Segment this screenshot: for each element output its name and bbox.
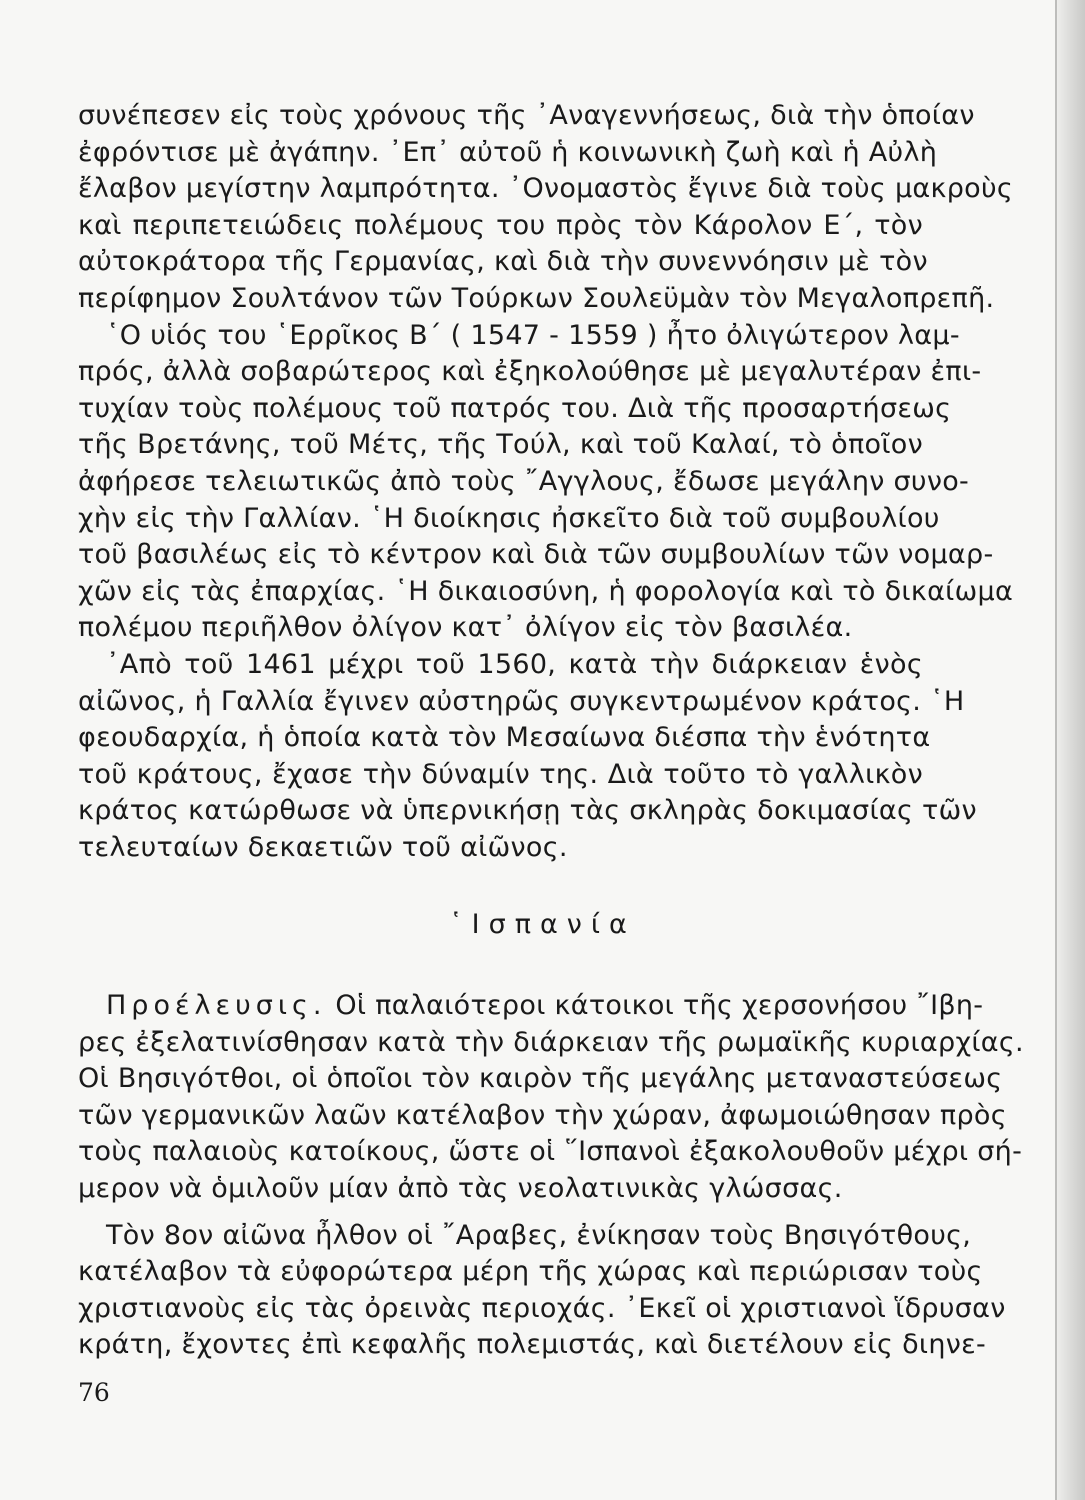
- text-line-rest: Οἱ παλαιότεροι κάτοικοι τῆς χερσονήσου ῎Ιβη-: [335, 990, 984, 1021]
- text-line: φεουδαρχία, ἡ ὁποία κατὰ τὸν Μεσαίωνα διέσπα τὴν ἑνότητα: [78, 722, 931, 754]
- text-line: αἰῶνος, ἡ Γαλλία ἔγινεν αὐστηρῶς συγκεντρωμένον κράτος. ῾Η: [78, 685, 965, 717]
- text-line: κατέλαβον τὰ εὐφορώτερα μέρη τῆς χώρας καὶ περιώρισαν τοὺς: [78, 1256, 983, 1288]
- text-line: Τὸν 8ον αἰῶνα ἦλθον οἱ ῎Αραβες, ἐνίκησαν τοὺς Βησιγότθους,: [106, 1219, 972, 1251]
- text-line: περίφημον Σουλτάνον τῶν Τούρκων Σουλεϋμὰν τὸν Μεγαλοπρεπῆ.: [78, 282, 995, 314]
- text-line: ἀφήρεσε τελειωτικῶς ἀπὸ τοὺς ῎Αγγλους, ἔδωσε μεγάλην συνο-: [78, 465, 970, 497]
- text-line: ἔλαβον μεγίστην λαμπρότητα. ᾿Ονομαστὸς ἔγινε διὰ τοὺς μακροὺς: [78, 173, 1014, 205]
- text-line: τοὺς παλαιοὺς κατοίκους, ὥστε οἱ ῞Ισπανοὶ ἐξακολουθοῦν μέχρι σή-: [78, 1136, 1023, 1168]
- text-line: ῾Ο υἱός του ῾Ερρῖκος Β΄ ( 1547 - 1559 ) ἦτο ὀλιγώτερον λαμ-: [106, 319, 960, 351]
- text-line: χῶν εἰς τὰς ἐπαρχίας. ῾Η δικαιοσύνη, ἡ φορολογία καὶ τὸ δικαίωμα: [78, 575, 1014, 607]
- text-line: αὐτοκράτορα τῆς Γερμανίας, καὶ διὰ τὴν συνεννόησιν μὲ τὸν: [78, 246, 928, 278]
- section-heading-spain: ῾Ισπανία: [449, 909, 636, 940]
- section-spain-text: [78, 988, 1024, 1364]
- text-line: κράτη, ἔχοντες ἐπὶ κεφαλῆς πολεμιστάς, καὶ διετέλουν εἰς διηνε-: [78, 1329, 987, 1361]
- text-line: κράτος κατώρθωσε νὰ ὑπερνικήσῃ τὰς σκληρὰς δοκιμασίας τῶν: [78, 795, 977, 827]
- text-line: τῆς Βρετάνης, τοῦ Μέτς, τῆς Τούλ, καὶ τοῦ Καλαί, τὸ ὁποῖον: [78, 429, 923, 461]
- page-edge-line: [1055, 0, 1057, 1500]
- text-line: ρες ἐξελατινίσθησαν κατὰ τὴν διάρκειαν τῆς ρωμαϊκῆς κυριαρχίας.: [78, 1026, 1024, 1058]
- section-france-text: [78, 98, 1014, 866]
- text-line: καὶ περιπετειώδεις πολέμους του πρὸς τὸν Κάρολον Ε΄, τὸν: [78, 209, 923, 241]
- text-line: τοῦ κράτους, ἔχασε τὴν δύναμίν της. Διὰ τοῦτο τὸ γαλλικὸν: [78, 758, 923, 790]
- page-edge-shadow: [1055, 0, 1085, 1500]
- text-line: ἐφρόντισε μὲ ἀγάπην. ᾿Επ᾿ αὐτοῦ ἡ κοινωνικὴ ζωὴ καὶ ἡ Αὐλὴ: [78, 136, 938, 168]
- text-line: πρός, ἀλλὰ σοβαρώτερος καὶ ἐξηκολούθησε μὲ μεγαλυτέραν ἐπι-: [78, 356, 982, 388]
- text-line: [78, 988, 984, 1025]
- text-line: συνέπεσεν εἰς τοὺς χρόνους τῆς ᾿Αναγεννήσεως, διὰ τὴν ὁποίαν: [78, 100, 975, 131]
- text-line: τυχίαν τοὺς πολέμους τοῦ πατρός του. Διὰ τῆς προσαρτήσεως: [78, 392, 952, 424]
- page-number: 76: [78, 1378, 110, 1407]
- text-line: τῶν γερμανικῶν λαῶν κατέλαβον τὴν χώραν, ἀφωμοιώθησαν πρὸς: [78, 1099, 1007, 1131]
- text-line: Οἱ Βησιγότθοι, οἱ ὁποῖοι τὸν καιρὸν τῆς μεγάλης μεταναστεύσεως: [78, 1063, 1003, 1095]
- text-line: τελευταίων δεκαετιῶν τοῦ αἰῶνος.: [78, 831, 568, 863]
- lead-word: Προέλευσις.: [106, 990, 327, 1021]
- text-line: ᾿Απὸ τοῦ 1461 μέχρι τοῦ 1560, κατὰ τὴν διάρκειαν ἑνὸς: [106, 648, 923, 680]
- text-line: πολέμου περιῆλθον ὀλίγον κατ᾿ ὀλίγον εἰς τὸν βασιλέα.: [78, 612, 853, 644]
- text-line: χὴν εἰς τὴν Γαλλίαν. ῾Η διοίκησις ἠσκεῖτο διὰ τοῦ συμβουλίου: [78, 502, 940, 534]
- text-line: μερον νὰ ὁμιλοῦν μίαν ἀπὸ τὰς νεολατινικὰς γλώσσας.: [78, 1172, 843, 1204]
- text-line: χριστιανοὺς εἰς τὰς ὀρεινὰς περιοχάς. ᾿Εκεῖ οἱ χριστιανοὶ ἵδρυσαν: [78, 1292, 1006, 1324]
- text-line: τοῦ βασιλέως εἰς τὸ κέντρον καὶ διὰ τῶν συμβουλίων τῶν νομαρ-: [78, 539, 994, 571]
